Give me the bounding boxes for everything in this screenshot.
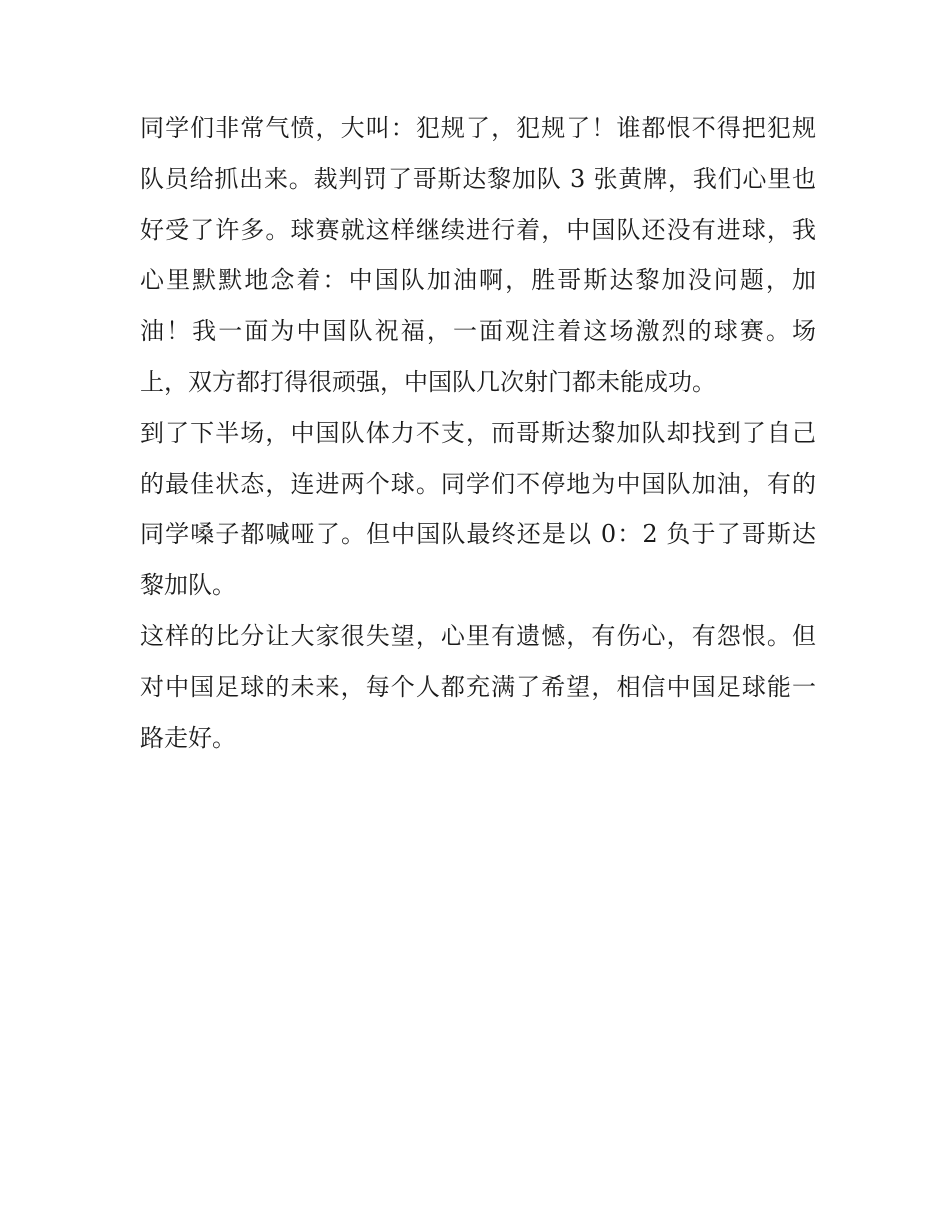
paragraph-2 [140, 408, 816, 611]
text-line: 心里默默地念着：中国队加油啊，胜哥斯达黎加没问题，加 [140, 266, 816, 295]
text-line: 同学嗓子都喊哑了。但中国队最终还是以 0：2 负于了哥斯达 [140, 520, 816, 549]
text-line: 路走好。 [140, 723, 236, 752]
text-line: 同学们非常气愤，大叫：犯规了，犯规了！谁都恨不得把犯规 [140, 114, 816, 142]
body-text [140, 103, 816, 763]
text-line: 黎加队。 [140, 571, 236, 600]
text-line: 对中国足球的未来，每个人都充满了希望，相信中国足球能一 [140, 672, 816, 701]
text-line: 上，双方都打得很顽强，中国队几次射门都未能成功。 [140, 367, 716, 396]
text-line: 这样的比分让大家很失望，心里有遗憾，有伤心，有怨恨。但 [140, 621, 816, 650]
paragraph-1 [140, 103, 816, 408]
text-line: 到了下半场，中国队体力不支，而哥斯达黎加队却找到了自己 [140, 418, 816, 447]
text-line: 的最佳状态，连进两个球。同学们不停地为中国队加油，有的 [140, 469, 816, 498]
text-line: 好受了许多。球赛就这样继续进行着，中国队还没有进球，我 [140, 215, 816, 244]
paragraph-3 [140, 611, 816, 763]
text-line: 油！我一面为中国队祝福，一面观注着这场激烈的球赛。场 [140, 317, 816, 346]
text-line: 队员给抓出来。裁判罚了哥斯达黎加队 3 张黄牌，我们心里也 [140, 164, 816, 193]
